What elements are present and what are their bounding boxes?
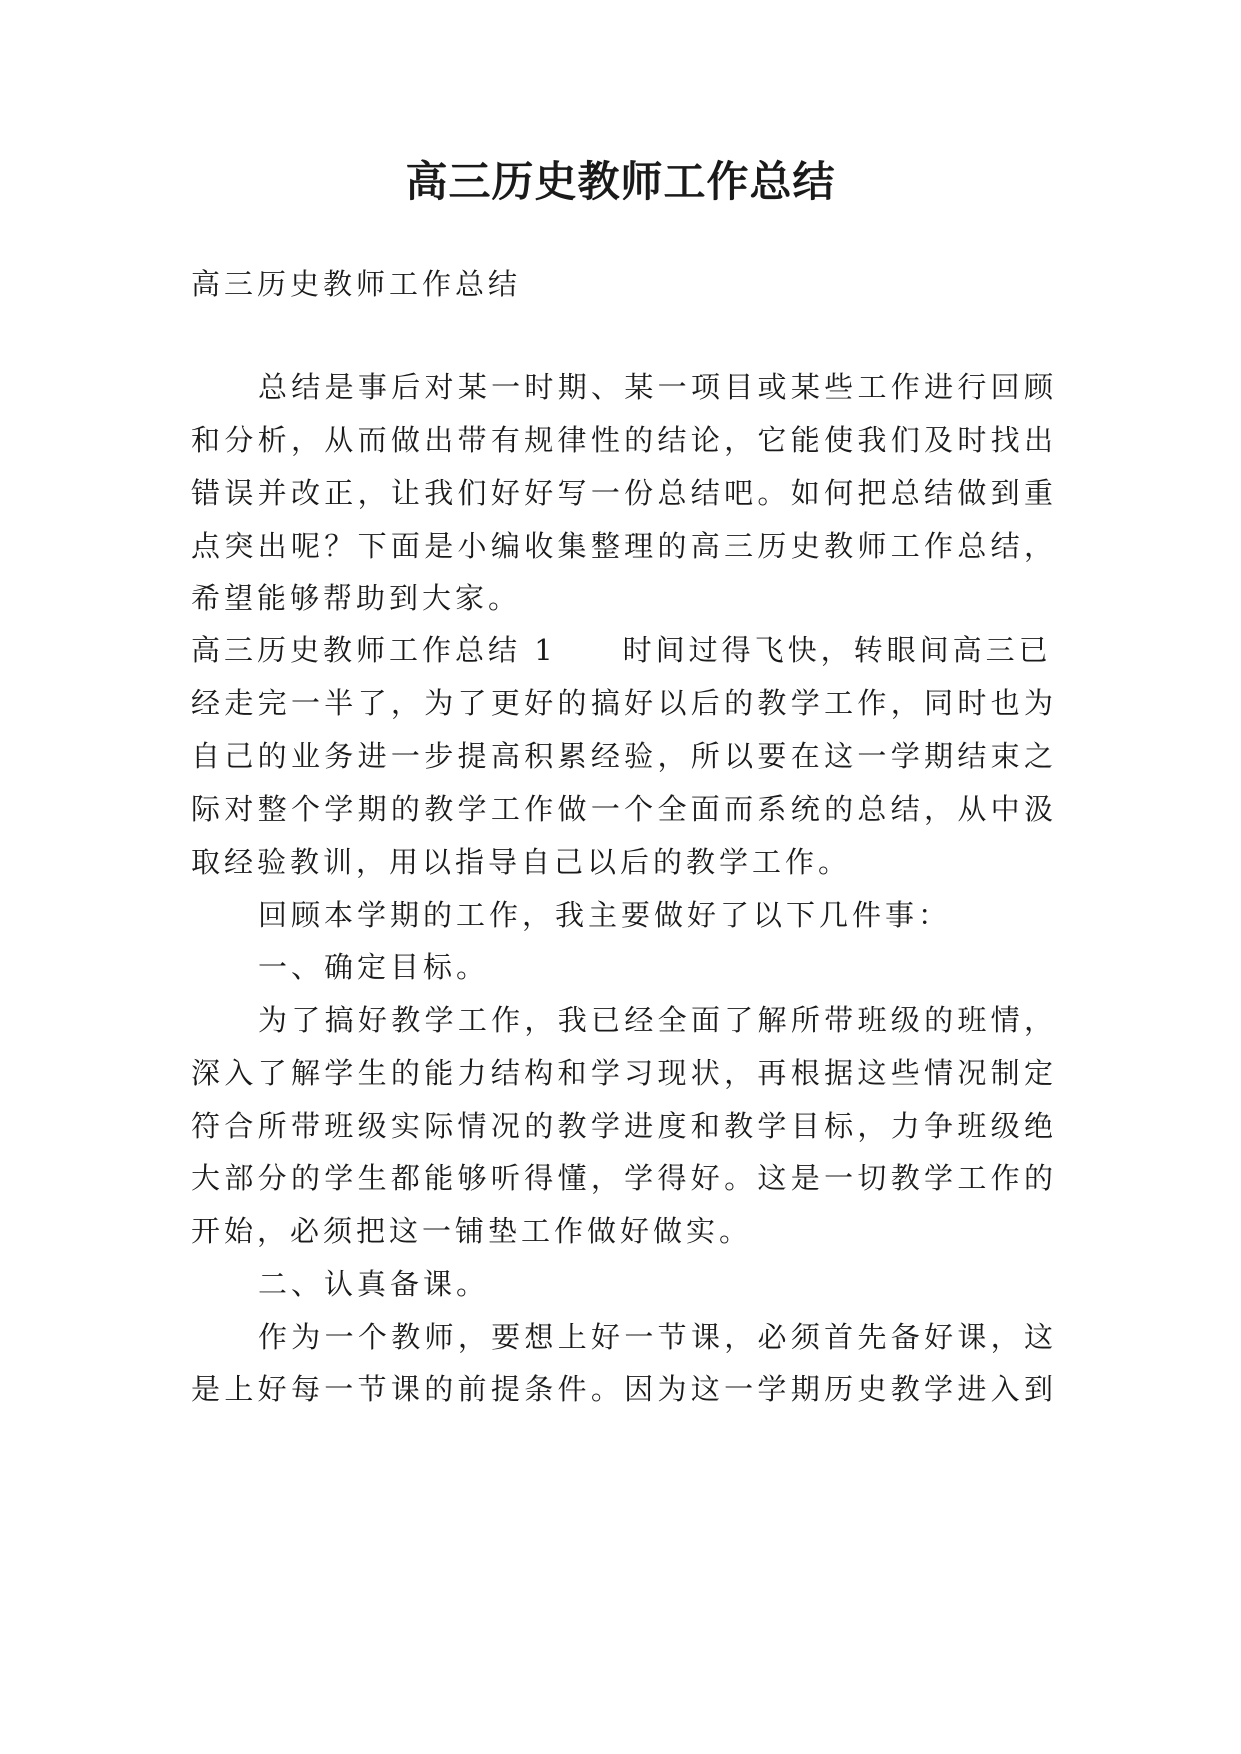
- text-line: 取经验教训，用以指导自己以后的教学工作。: [191, 845, 852, 879]
- document-subtitle: 高三历史教师工作总结: [191, 267, 522, 301]
- text-line: 开始，必须把这一铺垫工作做好做实。: [191, 1214, 753, 1248]
- text-line: 总结是事后对某一时期、某一项目或某些工作进行回顾: [258, 370, 1057, 404]
- document-title: 高三历史教师工作总结: [405, 157, 836, 206]
- text-line: 错误并改正，让我们好好写一份总结吧。如何把总结做到重: [191, 476, 1057, 510]
- section-heading: 高三历史教师工作总结 1: [191, 633, 557, 667]
- numbered-heading: 二、认真备课。: [258, 1267, 490, 1301]
- text-line: 际对整个学期的教学工作做一个全面而系统的总结，从中汲: [191, 792, 1057, 826]
- text-line: 作为一个教师，要想上好一节课，必须首先备好课，这: [258, 1320, 1057, 1354]
- text-line: 希望能够帮助到大家。: [191, 581, 522, 615]
- text-line: 经走完一半了，为了更好的搞好以后的教学工作，同时也为: [191, 686, 1057, 720]
- text-line: 大部分的学生都能够听得懂，学得好。这是一切教学工作的: [191, 1161, 1057, 1195]
- numbered-heading: 一、确定目标。: [258, 950, 490, 984]
- text-line: 是上好每一节课的前提条件。因为这一学期历史教学进入到: [191, 1372, 1057, 1406]
- section-opening-text: 时间过得飞快，转眼间高三已: [622, 633, 1052, 667]
- text-line: 符合所带班级实际情况的教学进度和教学目标，力争班级绝: [191, 1109, 1057, 1143]
- text-line: 回顾本学期的工作，我主要做好了以下几件事：: [258, 898, 952, 932]
- text-line: 深入了解学生的能力结构和学习现状，再根据这些情况制定: [191, 1056, 1057, 1090]
- section-heading-line: [191, 630, 1061, 670]
- text-line: 和分析，从而做出带有规律性的结论，它能使我们及时找出: [191, 423, 1057, 457]
- text-line: 自己的业务进一步提高积累经验，所以要在这一学期结束之: [191, 739, 1057, 773]
- text-line: 为了搞好教学工作，我已经全面了解所带班级的班情，: [258, 1003, 1057, 1037]
- text-line: 点突出呢？下面是小编收集整理的高三历史教师工作总结，: [191, 529, 1057, 563]
